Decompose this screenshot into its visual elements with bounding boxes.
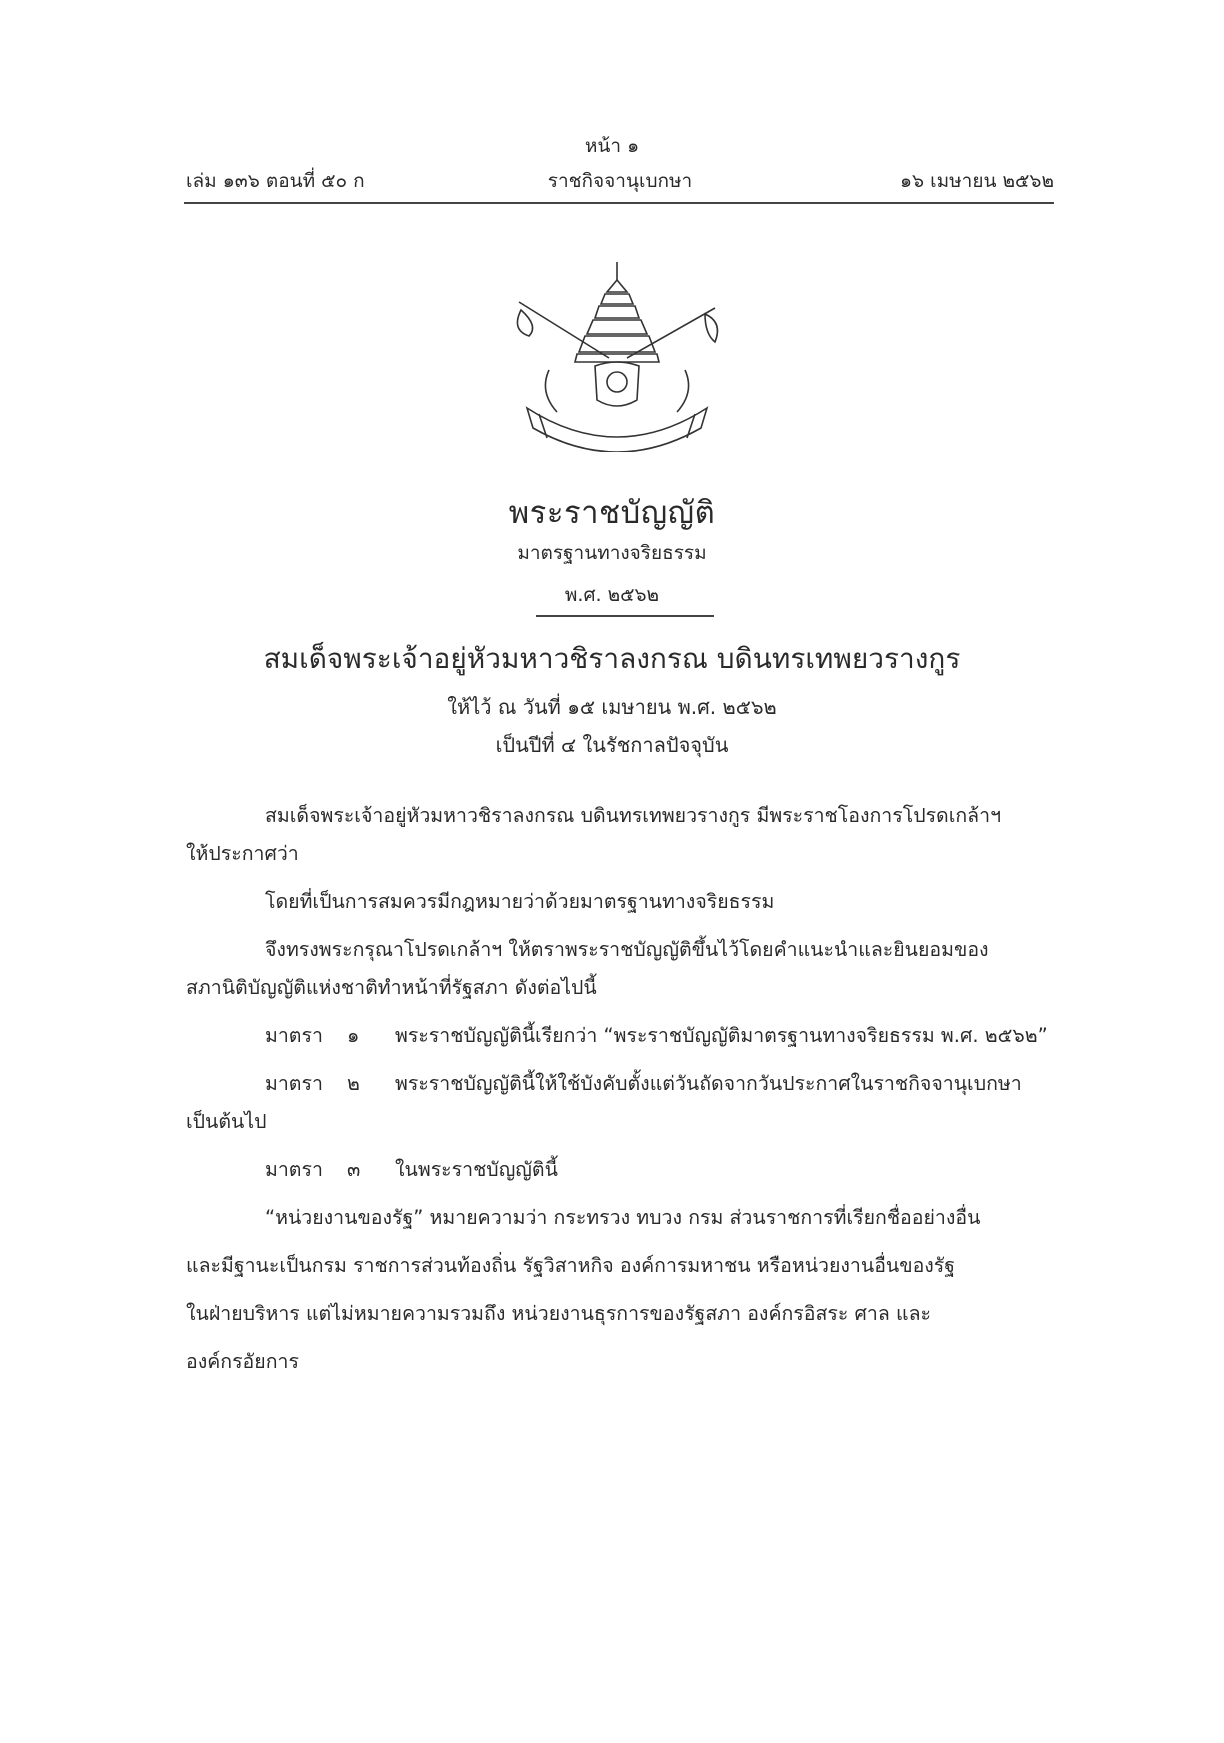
preamble-line: ให้ประกาศว่า [186, 842, 299, 865]
publish-date: ๑๖ เมษายน ๒๕๖๒ [899, 170, 1054, 192]
enacting-line: จึงทรงพระกรุณาโปรดเกล้าฯ ให้ตราพระราชบัญญัติขึ้นไว้โดยคำแนะนำและยินยอมของ [265, 938, 989, 961]
section-label: มาตรา [265, 1072, 323, 1095]
given-date: ให้ไว้ ณ วันที่ ๑๕ เมษายน พ.ศ. ๒๕๖๒ [447, 695, 777, 719]
act-title: พระราชบัญญัติ [508, 495, 716, 531]
preamble-reason: โดยที่เป็นการสมควรมีกฎหมายว่าด้วยมาตรฐานทางจริยธรรม [265, 890, 775, 913]
reign-year: เป็นปีที่ ๔ ในรัชกาลปัจจุบัน [495, 733, 729, 757]
section-text: ในพระราชบัญญัตินี้ [395, 1158, 558, 1181]
page-number: หน้า ๑ [584, 135, 640, 157]
section-text: พระราชบัญญัตินี้ให้ใช้บังคับตั้งแต่วันถัดจากวันประกาศในราชกิจจานุเบกษา [395, 1072, 1022, 1095]
volume-issue: เล่ม ๑๓๖ ตอนที่ ๕๐ ก [186, 170, 365, 192]
preamble-line: สมเด็จพระเจ้าอยู่หัวมหาวชิราลงกรณ บดินทรเทพยวรางกูร มีพระราชโองการโปรดเกล้าฯ [265, 804, 1002, 827]
royal-garuda-emblem-icon [509, 262, 725, 452]
section-2-continuation: เป็นต้นไป [186, 1110, 267, 1133]
section-number: ๑ [347, 1024, 360, 1047]
title-divider [536, 615, 714, 617]
gazette-header [186, 166, 1054, 192]
section-label: มาตรา [265, 1024, 323, 1047]
king-name: สมเด็จพระเจ้าอยู่หัวมหาวชิราลงกรณ บดินทรเทพยวรางกูร [263, 642, 961, 675]
definition-line: ในฝ่ายบริหาร แต่ไม่หมายความรวมถึง หน่วยงานธุรการของรัฐสภา องค์กรอิสระ ศาล และ [186, 1302, 932, 1325]
section-text: พระราชบัญญัตินี้เรียกว่า “พระราชบัญญัติมาตรฐานทางจริยธรรม พ.ศ. ๒๕๖๒” [395, 1024, 1048, 1047]
enacting-line: สภานิติบัญญัติแห่งชาติทำหน้าที่รัฐสภา ดังต่อไปนี้ [186, 976, 597, 999]
definition-line: องค์กรอัยการ [186, 1350, 299, 1373]
definition-line: “หน่วยงานของรัฐ” หมายความว่า กระทรวง ทบวง กรม ส่วนราชการที่เรียกชื่ออย่างอื่น [265, 1206, 981, 1229]
section-label: มาตรา [265, 1158, 323, 1181]
section-number: ๓ [347, 1158, 361, 1181]
gazette-name: ราชกิจจานุเบกษา [547, 170, 693, 192]
act-year: พ.ศ. ๒๕๖๒ [564, 584, 660, 606]
header-divider [184, 202, 1054, 204]
act-subtitle: มาตรฐานทางจริยธรรม [517, 542, 707, 564]
definition-line: และมีฐานะเป็นกรม ราชการส่วนท้องถิ่น รัฐวิสาหกิจ องค์การมหาชน หรือหน่วยงานอื่นของรัฐ [186, 1254, 956, 1277]
section-number: ๒ [347, 1072, 360, 1095]
